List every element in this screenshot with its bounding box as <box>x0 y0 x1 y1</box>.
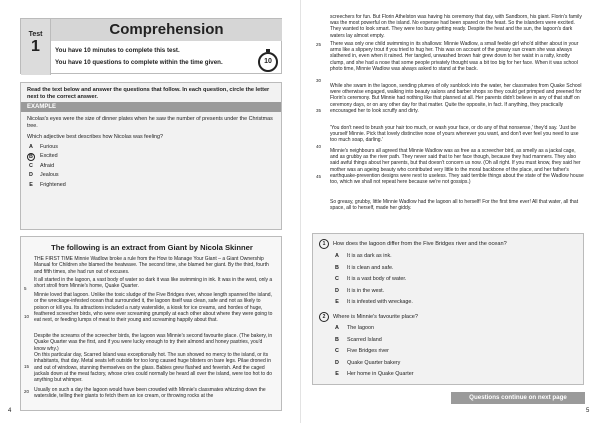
option-letter[interactable]: E <box>335 371 339 377</box>
extract-title: The following is an extract from Giant by Nicola Skinner <box>51 243 253 252</box>
extract-paragraph: On this particular day, Scarred Island was exceptionally hot. The sun showed no mercy to the island, or its inhabitants, that day. Metal seats left outside for too long caused huge blisters on bare legs. Pilae droned in and out of windows, stunning themselves on the glass. Babies grew flushed and feverish. And the caged jackals down at the meat factory, whose cries could normally be heard all over the island, were too hot to do anything but whimper. <box>34 352 273 384</box>
option-text: Five Bridges river <box>347 348 389 354</box>
answer-option[interactable] <box>333 360 400 366</box>
extract-paragraph: Despite the screams of the screecher birds, the lagoon was Minnie's second favourite place. (The bakery, in Quake Quarter was the first, and if you were lucky enough to try their almond and honey pastries, you'd know why.) <box>34 333 273 352</box>
answer-option[interactable] <box>27 182 66 188</box>
answer-option[interactable] <box>333 371 414 377</box>
question-text: How does the lagoon differ from the Five Bridges river and the ocean? <box>333 241 507 247</box>
answer-option[interactable] <box>333 299 413 305</box>
instructions-text: Read the text below and answer the questions that follow. In each question, circle the letter next to the correct answer. <box>27 87 270 100</box>
extract-paragraph: Usually on such a day the lagoon would have been crowded with Minnie's classmates whizzing down the waterslide, telling their giants to fetch them an ice cream, or throwing rocks at the <box>34 387 266 400</box>
example-text: Nicolas's eyes were the size of dinner plates when he saw the number of presents under the Christmas tree. <box>27 116 273 129</box>
option-text: Afraid <box>40 162 55 169</box>
example-question: Which adjective best describes how Nicolas was feeling? <box>27 134 164 140</box>
extract-paragraph: 'You don't need to brush your hair too much, or wash your face, or do any of that nonsense,' they'd say. 'Just be yourself Minnie. Pick that lovely distinctive nose of yours wherever you want, and don't ever feel you need to use too much soap, darling.' <box>330 125 579 144</box>
line-number: 20 <box>24 389 30 394</box>
option-letter[interactable]: C <box>29 162 33 169</box>
answer-option[interactable] <box>333 265 393 271</box>
option-letter[interactable]: D <box>335 359 339 366</box>
question-number: 2 <box>319 312 329 322</box>
line-number: 5 <box>24 286 27 291</box>
extract-paragraph: Minnie's neighbours all agreed that Minnie Wadlow was as free as a screecher bird, as smelly as a jackal cage, and as grubby as the river path. They never said that to her face though, because they had manners. They also said awful things about her parents, but that doesn't concern us now. (Oh all right. If you must know, they said her mother was an ageing beauty who contributed very little to the moral backbone of the place, and her father's earthquake-prevention designs were next to useless. They said terrible things about the state of the Wadlow house too, which we shall not repeat here because we're not gossips.) <box>330 148 584 186</box>
time-instruction: You have 10 minutes to complete this test. <box>55 47 180 54</box>
option-letter[interactable]: A <box>29 144 33 150</box>
extract-paragraph: It all started in the lagoon, a vast body of water so dark it was like swimming in ink. It was in the west, only a short stroll from Minnie's home, Quake Quarter. <box>34 277 273 290</box>
answer-option[interactable] <box>27 163 54 169</box>
extract-paragraph: There was only one child swimming in its shallows: Minnie Wadlow, a small feeble girl who'd slither about in your arms like a slippery trout if you tried to hug her. This was on account of the greasy sun cream she was always slathered in, even when it rained. Her tangled, unwashed brown hair grew down to her waist in a ratty, knotty clump, and she had a nose that some people privately thought was a bit too big for her face. When it was school photo time, Minnie Wadlow was always asked to stand at the back. <box>330 41 579 72</box>
option-letter[interactable]: A <box>335 325 339 331</box>
answer-option[interactable] <box>333 276 406 282</box>
answer-option[interactable] <box>333 325 374 331</box>
page-title: Comprehension <box>51 19 282 41</box>
extract-paragraph: THE FIRST TIME Minnie Wadlow broke a rule from the How to Manage Your Giant – a Giant Ownership Manual for Children she blamed the heatwave. The second time, she blamed her giant. By the third, fourth and fifth times, she had run out of excuses. <box>34 256 269 275</box>
extract-box <box>20 236 282 411</box>
option-letter[interactable]: C <box>335 276 339 282</box>
line-number: 45 <box>316 174 322 179</box>
option-text: It is a vast body of water. <box>347 276 407 282</box>
test-tab <box>21 19 51 75</box>
extract-paragraph: screechers for fun. But Florin Athelston was having his ceremony that day, with Sandborn, his giant. Florin's family was the most powerful on the island. No expense had been spared on the feast. So the islanders were excited. They wanted to look smart. They were too busy getting ready. Despite the heat and the sun, the lagoon's dark waters lay almost empty. <box>330 14 582 39</box>
option-letter[interactable]: E <box>29 181 33 188</box>
answer-option[interactable] <box>27 153 58 161</box>
option-text: Quake Quarter bakery <box>347 359 401 366</box>
answer-option[interactable] <box>333 348 389 354</box>
option-text: Her home in Quake Quarter <box>347 371 414 377</box>
option-text: It is in the west. <box>347 287 385 294</box>
extract-paragraph: So greasy, grubby, little Minnie Wadlow had the lagoon all to herself! For the first time ever! All that water, all that space, all to herself, made her giddy. <box>330 199 579 212</box>
question-number: 1 <box>319 239 329 249</box>
option-text: It is clean and safe. <box>347 264 394 271</box>
option-text: Scarred Island <box>347 336 382 343</box>
page-number-left: 4 <box>8 408 12 414</box>
answer-option[interactable] <box>333 288 384 294</box>
line-number: 35 <box>316 108 322 113</box>
test-label: Test <box>28 31 43 38</box>
option-text: Furious <box>40 144 58 150</box>
line-number: 15 <box>24 364 30 369</box>
example-label: EXAMPLE <box>21 102 281 112</box>
option-letter[interactable]: D <box>29 172 33 179</box>
test-header <box>20 18 282 74</box>
instructions-box <box>20 82 282 230</box>
option-letter[interactable]: B <box>27 153 35 161</box>
option-text: Excited <box>40 153 58 160</box>
line-number: 30 <box>316 78 322 83</box>
option-text: Frightened <box>40 181 66 188</box>
test-number: 1 <box>31 38 40 55</box>
answer-option[interactable] <box>333 253 392 259</box>
page-number-right: 5 <box>586 408 590 414</box>
line-number: 25 <box>316 42 322 47</box>
right-page <box>300 0 600 423</box>
answer-option[interactable] <box>27 172 59 178</box>
extract-paragraph: While she swam in the lagoon, sending plumes of oily sunblock into the water, her classmates from Quake School were otherwise engaged, walking into beauty salons and barber shops so they could get primped and preened for Florin's ceremony. But Minnie had nothing like that planned at all. Her parents didn't believe in any of that stuff on ceremony days, or on any other day for that matter. Quite the opposite, in fact. If anything, they practically encouraged her to look scruffy and dirty. <box>330 83 582 114</box>
answer-option[interactable] <box>27 144 58 150</box>
option-text: It is infested with wreckage. <box>347 299 413 305</box>
stopwatch-icon: 10 <box>258 52 278 72</box>
answer-option[interactable] <box>333 337 382 343</box>
option-letter[interactable]: D <box>335 287 339 294</box>
question-text: Where is Minnie's favourite place? <box>333 314 419 320</box>
line-number: 40 <box>316 144 322 149</box>
continue-banner: Questions continue on next page <box>451 392 585 404</box>
line-number: 10 <box>24 314 30 319</box>
questions-instruction: You have 10 questions to complete within the time given. <box>55 59 223 66</box>
option-letter[interactable]: E <box>335 299 339 305</box>
option-letter[interactable]: C <box>335 348 339 354</box>
option-text: It is as dark as ink. <box>347 253 392 259</box>
option-text: The lagoon <box>347 325 374 331</box>
option-letter[interactable]: A <box>335 253 339 259</box>
option-letter[interactable]: B <box>335 336 339 343</box>
questions-box <box>312 233 584 385</box>
extract-paragraph: Minnie loved that lagoon. Unlike the toxic sludge of the Five Bridges river, whose length spanned the island, or the wreckage-infested ocean that surrounded it, the lagoon itself was clean, safe and not as likely to poison or kill you. Its attractions included a rusty waterslide, a kiosk for ice creams, and hordes of huge, feathered screecher birds, who were ever screaming grumpily at each other about where they were going to eat next, or feeding lumps of meat to their young and screaming happily about that. <box>34 292 273 324</box>
option-letter[interactable]: B <box>335 264 339 271</box>
option-text: Jealous <box>40 172 59 179</box>
